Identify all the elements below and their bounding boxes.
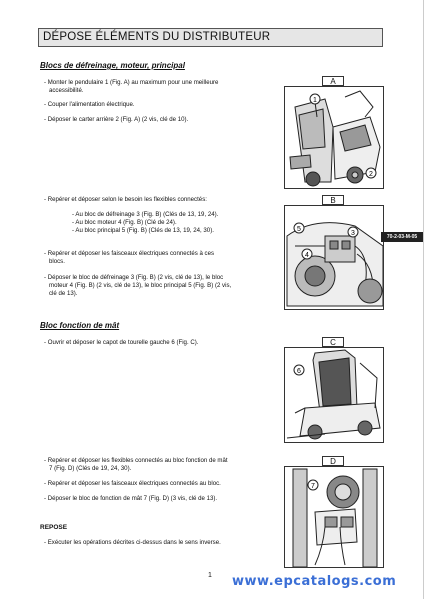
page-number: 1: [208, 572, 212, 579]
step-faisceaux-mat: - Repérer et déposer les faisceaux électriques connectés au bloc.: [44, 480, 221, 487]
step-capot: - Ouvrir et déposer le capot de tourelle gauche 6 (Fig. C).: [44, 339, 199, 346]
step-pendulaire: - Monter le pendulaire 1 (Fig. A) au maximum pour une meilleure: [44, 79, 219, 86]
callout-4: 4: [305, 252, 309, 259]
callout-3: 3: [351, 230, 355, 237]
section-title-mat: Bloc fonction de mât: [40, 321, 120, 330]
figure-a-drawing: [285, 87, 384, 189]
step-repose: - Exécuter les opérations décrites ci-dessus dans le sens inverse.: [44, 539, 221, 546]
figure-d-label: D: [322, 456, 344, 466]
step-pendulaire-cont: accessibilité.: [49, 87, 84, 94]
figure-c-label: C: [322, 337, 344, 347]
callout-7: 7: [311, 483, 315, 490]
figure-d-drawing: [285, 467, 384, 568]
item-bloc-moteur: - Au bloc moteur 4 (Fig. B) (Clé de 24).: [72, 219, 177, 226]
figure-c-drawing: [285, 348, 384, 443]
figure-a: [284, 86, 384, 189]
callout-2: 2: [369, 171, 373, 178]
page-title: DÉPOSE ÉLÉMENTS DU DISTRIBUTEUR: [43, 31, 271, 43]
step-deposer-blocs-cont1: moteur 4 (Fig. B) (2 vis, clé de 13), le bloc principal 5 (Fig. B) (2 vis,: [49, 282, 232, 289]
callout-6: 6: [297, 368, 301, 375]
watermark: www.epcatalogs.com: [232, 574, 397, 589]
figure-b: [284, 205, 384, 310]
step-flexibles-mat: - Repérer et déposer les flexibles connectés au bloc fonction de mât: [44, 457, 228, 464]
step-deposer-blocs: - Déposer le bloc de défreinage 3 (Fig. B) (2 vis, clé de 13), le bloc: [44, 274, 224, 281]
figure-d: [284, 466, 384, 568]
step-faisceaux: - Repérer et déposer les faisceaux électriques connectés à ces: [44, 250, 215, 257]
page-title-bar: [38, 28, 383, 47]
callout-1: 1: [313, 97, 317, 104]
step-faisceaux-cont: blocs.: [49, 258, 65, 265]
step-reperer-flexibles: - Repérer et déposer selon le besoin les flexibles connectés:: [44, 196, 207, 203]
figure-b-drawing: [285, 206, 384, 310]
step-flexibles-mat-cont: 7 (Fig. D) (Clés de 19, 24, 30).: [49, 465, 132, 472]
callout-5: 5: [297, 226, 301, 233]
figure-c: [284, 347, 384, 443]
reference-tab: 70-2-03-M-05: [381, 232, 423, 242]
step-couper: - Couper l'alimentation électrique.: [44, 101, 135, 108]
section-title-repose: REPOSE: [40, 524, 68, 531]
step-deposer-mat: - Déposer le bloc de fonction de mât 7 (Fig. D) (3 vis, clé de 13).: [44, 495, 218, 502]
section-title-blocs: Blocs de défreinage, moteur, principal: [40, 61, 185, 70]
figure-b-label: B: [322, 195, 344, 205]
step-carter: - Déposer le carter arrière 2 (Fig. A) (2 vis, clé de 10).: [44, 116, 189, 123]
figure-a-label: A: [322, 76, 344, 86]
step-deposer-blocs-cont2: clé de 13).: [49, 290, 78, 297]
item-bloc-defreinage: - Au bloc de défreinage 3 (Fig. B) (Clés de 13, 19, 24).: [72, 211, 219, 218]
item-bloc-principal: - Au bloc principal 5 (Fig. B) (Clés de 13, 19, 24, 30).: [72, 227, 214, 234]
